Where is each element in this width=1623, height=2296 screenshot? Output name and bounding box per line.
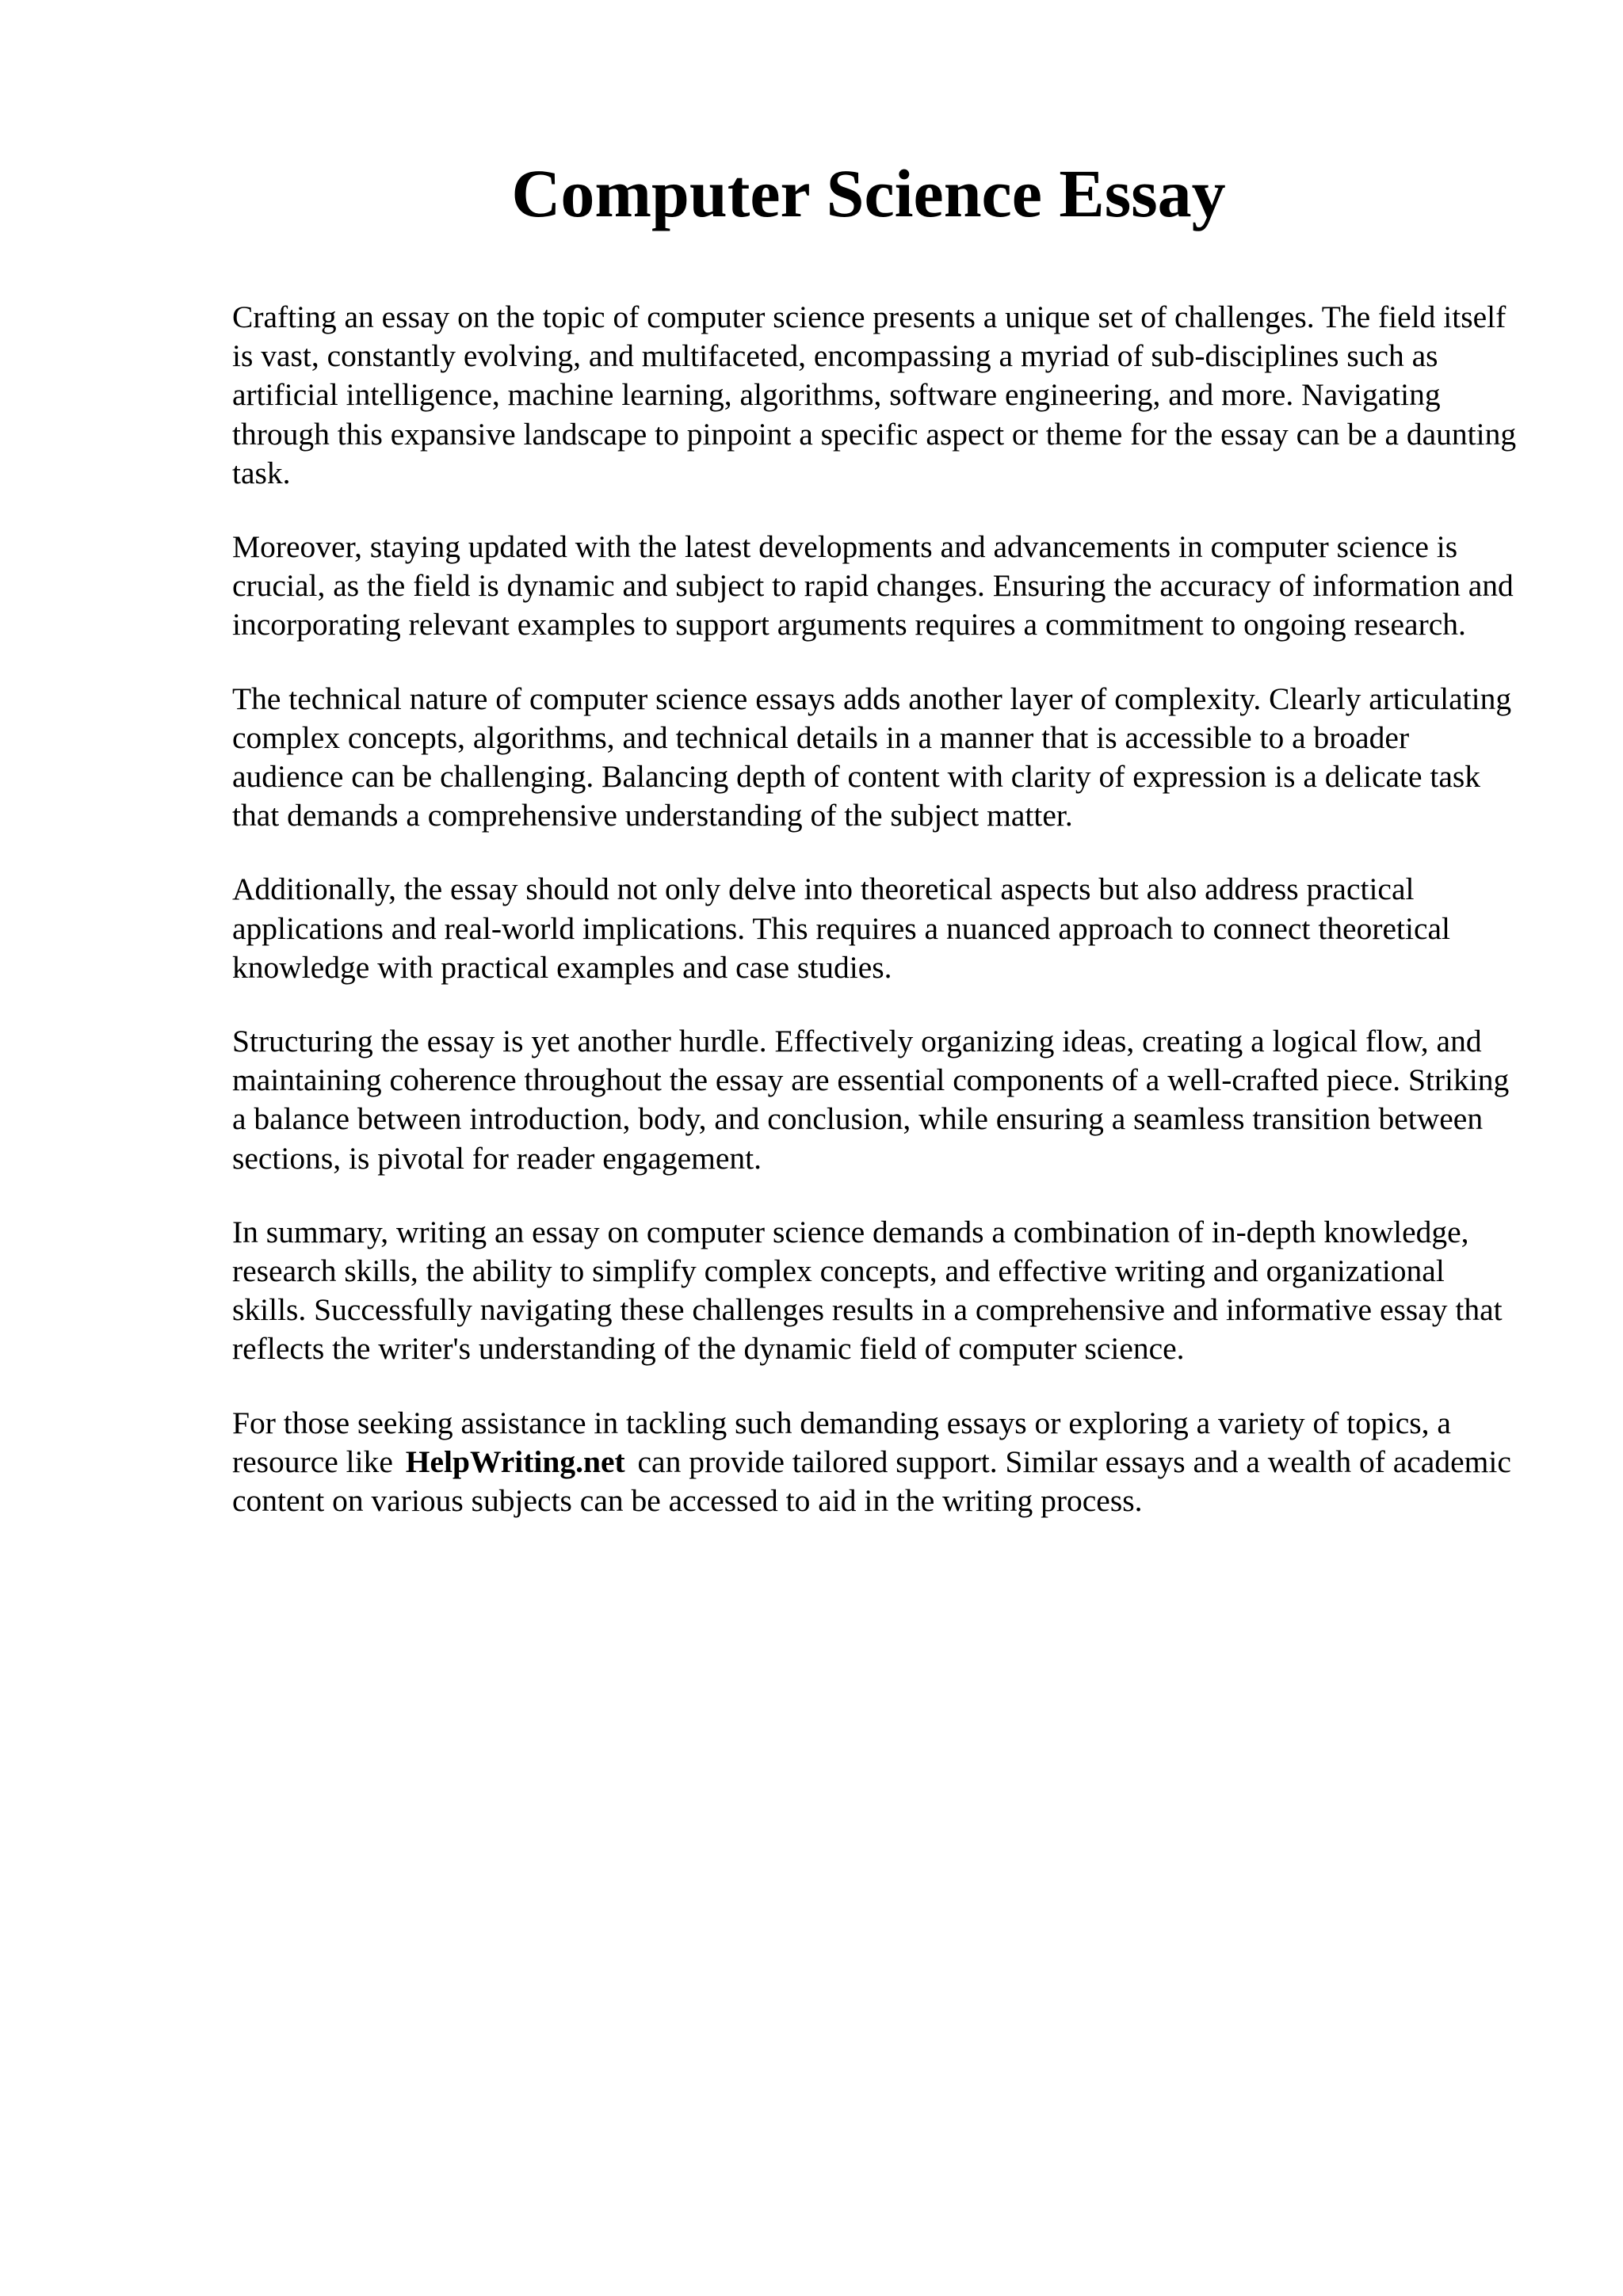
closing-paragraph	[232, 1404, 1524, 1521]
document-body	[232, 298, 1524, 1555]
paragraph-1: Crafting an essay on the topic of computer science presents a unique set of challenges. The field itself is vast, constantly evolving, and multifaceted, encompassing a myriad of sub-disciplines such as artificial intelligence, machine learning, algorithms, software engineering, and more. Navigating through this expansive landscape to pinpoint a specific aspect or theme for the essay can be a daunting task.	[232, 299, 1517, 490]
paragraph-2: Moreover, staying updated with the latest developments and advancements in computer science is crucial, as the field is dynamic and subject to rapid changes. Ensuring the accuracy of information and incorporating relevant examples to support arguments requires a commitment to ongoing research.	[232, 529, 1514, 643]
closing-text-after: can provide tailored support. Similar essays and a wealth of academic content on various subjects can be accessed to aid in the writing process.	[232, 1444, 1511, 1519]
paragraph-5: Structuring the essay is yet another hurdle. Effectively organizing ideas, creating a logical flow, and maintaining coherence throughout the essay are essential components of a well-crafted piece. Striking a balance between introduction, body, and conclusion, while ensuring a seamless transition between sections, is pivotal for reader engagement.	[232, 1024, 1510, 1176]
document-title: Computer Science Essay	[511, 155, 1226, 231]
paragraph-4: Additionally, the essay should not only delve into theoretical aspects but also address practical applications and real-world implications. This requires a nuanced approach to connect theoretical knowledge with practical examples and case studies.	[232, 871, 1451, 985]
closing-text-before: For those seeking assistance in tackling such demanding essays or exploring a variety of topics, a resource like	[232, 1405, 1451, 1479]
helpwriting-link[interactable]: HelpWriting.net	[405, 1444, 625, 1479]
paragraph-3: The technical nature of computer science essays adds another layer of complexity. Clearly articulating complex concepts, algorithms, and technical details in a manner that is accessible to a broader audience can be challenging. Balancing depth of content with clarity of expression is a delicate task that demands a comprehensive understanding of the subject matter.	[232, 681, 1512, 833]
paragraph-6: In summary, writing an essay on computer science demands a combination of in-depth knowledge, research skills, the ability to simplify complex concepts, and effective writing and organizational skills. Successfully navigating these challenges results in a comprehensive and informative essay that reflects the writer's understanding of the dynamic field of computer science.	[232, 1214, 1503, 1367]
